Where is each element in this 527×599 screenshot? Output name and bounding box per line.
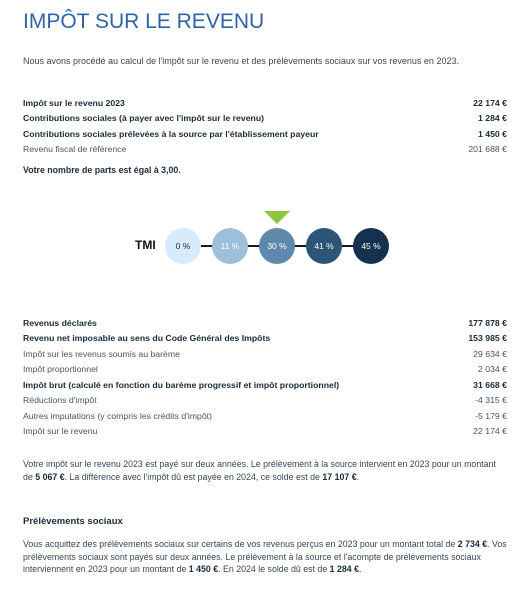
detail-table <box>23 315 507 439</box>
summary-row-value: 201 688 € <box>468 144 507 155</box>
social-text-2: . Vos prélèvements sociaux sont payés sur deux années. Le prélèvement à la source et l'acompte de prélèvements sociaux interviennent en 2023 pour un montant de <box>23 539 507 574</box>
tmi-scale <box>0 208 527 268</box>
payment-text-3: . <box>356 471 360 482</box>
detail-row <box>23 362 507 378</box>
detail-row <box>23 393 507 409</box>
tmi-rate-circle: 45 % <box>353 228 389 264</box>
social-text-1: Vous acquittez des prélèvements sociaux sur certains de vos revenus perçus en 2023 pour un montant total de <box>23 539 458 549</box>
detail-row-value: 31 668 € <box>473 379 507 390</box>
summary-row-label: Impôt sur le revenu 2023 <box>23 97 125 108</box>
tmi-rate-circle: 41 % <box>306 228 342 264</box>
detail-row-label: Revenus déclarés <box>23 317 97 328</box>
detail-row-label: Impôt brut (calculé en fonction du barème progressif et impôt proportionnel) <box>23 379 340 390</box>
detail-row-label: Impôt proportionnel <box>23 364 98 375</box>
parts-text: Votre nombre de parts est égal à 3,00. <box>23 165 181 175</box>
payment-paragraph <box>23 458 508 483</box>
social-amount-balance: 1 284 € <box>329 564 360 574</box>
social-paragraph <box>23 538 508 576</box>
summary-row-value: 22 174 € <box>473 97 507 108</box>
payment-text-2: . La différence avec l'impôt dû est payée en 2024, ce solde est de <box>64 471 323 482</box>
detail-row <box>23 424 507 440</box>
detail-row <box>23 377 507 393</box>
summary-row <box>23 95 507 111</box>
summary-row <box>23 126 507 142</box>
detail-row-value: -4 315 € <box>475 395 507 406</box>
social-title: Prélèvements sociaux <box>23 516 123 527</box>
social-text-3: . En 2024 le solde dû est de <box>218 564 330 574</box>
current-rate-arrow-icon <box>264 211 290 224</box>
payment-text-1: Votre impôt sur le revenu 2023 est payé sur deux années. Le prélèvement à la source intervient en 2023 pour un montant de <box>23 459 496 482</box>
summary-row-value: 1 450 € <box>478 128 507 139</box>
detail-row <box>23 315 507 331</box>
detail-row <box>23 331 507 347</box>
payment-amount-balance: 17 107 € <box>322 471 357 482</box>
detail-row-value: 29 634 € <box>473 348 507 359</box>
detail-row-value: -5 179 € <box>475 410 507 421</box>
detail-row-value: 22 174 € <box>473 426 507 437</box>
social-amount-total: 2 734 € <box>457 539 488 549</box>
page-title: IMPÔT SUR LE REVENU <box>23 10 265 33</box>
intro-text: Nous avons procédé au calcul de l'impôt sur le revenu et des prélèvements sociaux sur vos revenus en 2023. <box>23 56 459 66</box>
tmi-rate-circle: 30 % <box>259 228 295 264</box>
summary-row-label: Contributions sociales prélevées à la source par l'établissement payeur <box>23 128 319 139</box>
detail-row-label: Réductions d'impôt <box>23 395 97 406</box>
summary-row-value: 1 284 € <box>478 113 507 124</box>
social-amount-source: 1 450 € <box>188 564 219 574</box>
summary-table <box>23 95 507 157</box>
detail-row-label: Revenu net imposable au sens du Code Général des Impôts <box>23 333 271 344</box>
detail-row-value: 2 034 € <box>478 364 507 375</box>
detail-row-value: 153 985 € <box>468 333 507 344</box>
summary-row <box>23 142 507 158</box>
social-text-4: . <box>359 564 362 574</box>
detail-row-label: Impôt sur le revenu <box>23 426 98 437</box>
detail-row <box>23 408 507 424</box>
detail-row-value: 177 878 € <box>468 317 507 328</box>
tmi-rate-circle: 0 % <box>165 228 201 264</box>
summary-row <box>23 111 507 127</box>
detail-row-label: Autres imputations (y compris les crédits d'impôt) <box>23 410 212 421</box>
summary-row-label: Contributions sociales (à payer avec l'impôt sur le revenu) <box>23 113 265 124</box>
tmi-label: TMI <box>135 238 156 252</box>
detail-row-label: Impôt sur les revenus soumis au barème <box>23 348 180 359</box>
detail-row <box>23 346 507 362</box>
payment-amount-source: 5 067 € <box>35 471 65 482</box>
tmi-rate-circle: 11 % <box>212 228 248 264</box>
summary-row-label: Revenu fiscal de référence <box>23 144 127 155</box>
